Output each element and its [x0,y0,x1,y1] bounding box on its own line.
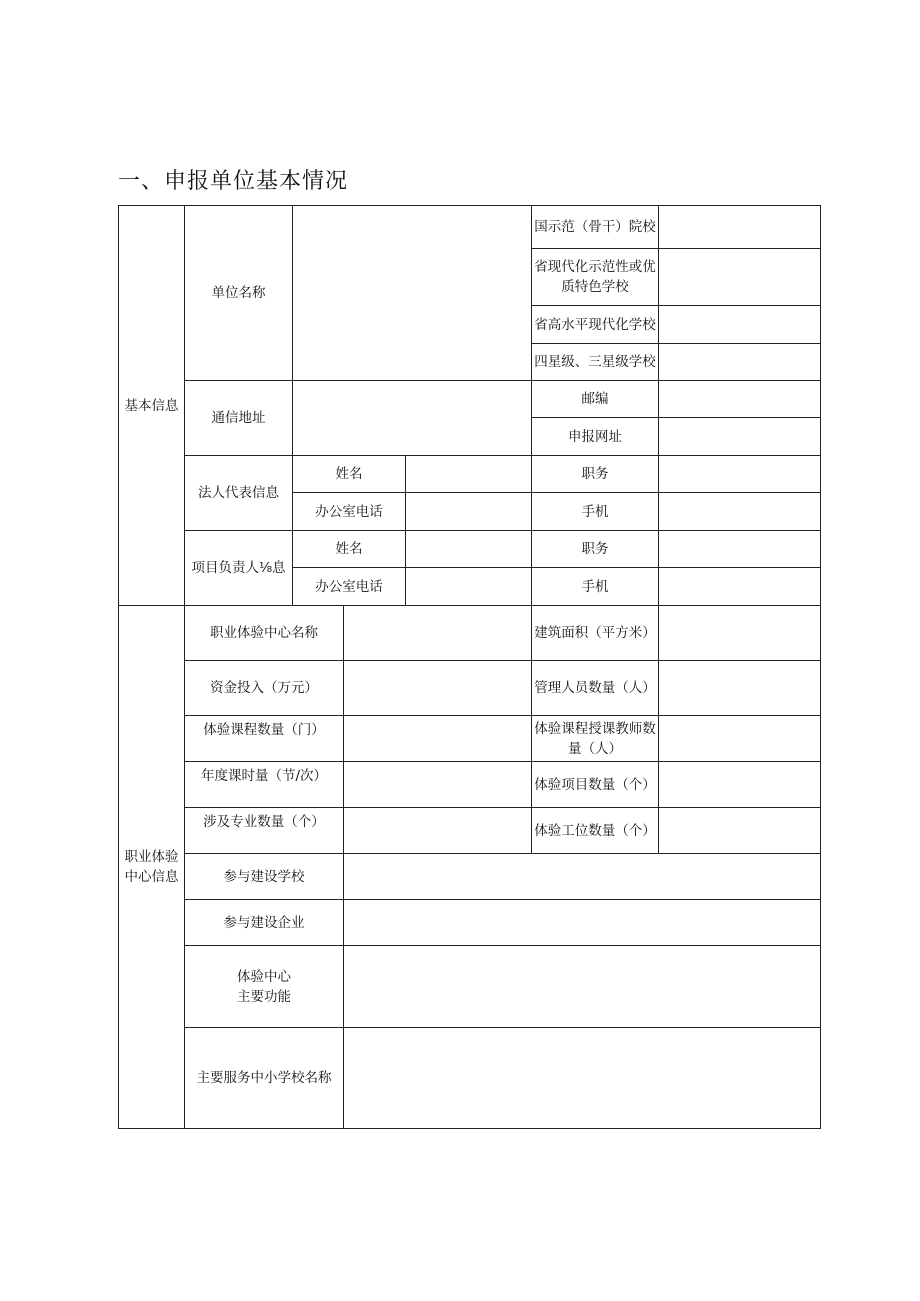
course-count-field[interactable] [344,716,532,762]
partner-schools-label: 参与建设学校 [185,854,344,900]
category-label-high-level: 省高水平现代化学校 [532,306,659,344]
main-function-label [185,946,344,1028]
project-count-field[interactable] [659,762,821,808]
center-name-field[interactable] [344,606,532,661]
teacher-count-label: 体验课程授课教师数量（人） [532,716,659,762]
category-field-high-level[interactable] [659,306,821,344]
main-function-label-line1: 体验中心 [237,968,291,985]
served-schools-label: 主要服务中小学校名称 [185,1028,344,1129]
website-label: 申报网址 [532,418,659,456]
floor-area-field[interactable] [659,606,821,661]
station-count-label: 体验工位数量（个） [532,808,659,854]
legal-rep-name-field[interactable] [406,456,532,493]
address-label: 通信地址 [185,381,293,456]
course-count-label: 体验课程数量（门） [185,716,344,762]
partner-schools-field[interactable] [344,854,821,900]
project-lead-name-field[interactable] [406,531,532,568]
section1-label: 基本信息 [119,206,185,606]
unit-name-label: 单位名称 [185,206,293,381]
section2-label: 职业体验中心信息 [119,606,185,1129]
legal-rep-position-field[interactable] [659,456,821,493]
main-function-label-line2: 主要功能 [237,988,291,1005]
unit-name-field[interactable] [293,206,532,381]
category-field-provincial-model[interactable] [659,249,821,306]
investment-field[interactable] [344,661,532,716]
category-field-star-school[interactable] [659,344,821,381]
project-lead-position-label: 职务 [532,531,659,568]
project-lead-phone-label: 办公室电话 [293,568,406,606]
address-field[interactable] [293,381,532,456]
legal-rep-mobile-field[interactable] [659,493,821,531]
major-count-label: 涉及专业数量（个） [185,808,344,854]
investment-label: 资金投入（万元） [185,661,344,716]
floor-area-label: 建筑面积（平方米） [532,606,659,661]
category-label-national: 国示范（骨干）院校 [532,206,659,249]
partner-companies-field[interactable] [344,900,821,946]
website-field[interactable] [659,418,821,456]
teacher-count-field[interactable] [659,716,821,762]
legal-rep-label: 法人代表信息 [185,456,293,531]
section-heading: 一、申报单位基本情况 [118,169,349,194]
project-lead-mobile-label: 手机 [532,568,659,606]
project-lead-label: 项目负责人⅛息 [185,531,293,606]
project-lead-phone-field[interactable] [406,568,532,606]
annual-hours-label: 年度课时量（节/次） [185,762,344,808]
partner-companies-label: 参与建设企业 [185,900,344,946]
category-field-national[interactable] [659,206,821,249]
legal-rep-phone-field[interactable] [406,493,532,531]
station-count-field[interactable] [659,808,821,854]
category-label-provincial-model: 省现代化示范性或优质特色学校 [532,249,659,306]
served-schools-field[interactable] [344,1028,821,1129]
major-count-field[interactable] [344,808,532,854]
postcode-field[interactable] [659,381,821,418]
project-lead-name-label: 姓名 [293,531,406,568]
application-form-table [118,205,821,1129]
project-count-label: 体验项目数量（个） [532,762,659,808]
legal-rep-mobile-label: 手机 [532,493,659,531]
project-lead-position-field[interactable] [659,531,821,568]
legal-rep-phone-label: 办公室电话 [293,493,406,531]
staff-count-label: 管理人员数量（人） [532,661,659,716]
legal-rep-position-label: 职务 [532,456,659,493]
main-function-field[interactable] [344,946,821,1028]
annual-hours-field[interactable] [344,762,532,808]
center-name-label: 职业体验中心名称 [185,606,344,661]
category-label-star-school: 四星级、三星级学校 [532,344,659,381]
staff-count-field[interactable] [659,661,821,716]
postcode-label: 邮编 [532,381,659,418]
legal-rep-name-label: 姓名 [293,456,406,493]
project-lead-mobile-field[interactable] [659,568,821,606]
